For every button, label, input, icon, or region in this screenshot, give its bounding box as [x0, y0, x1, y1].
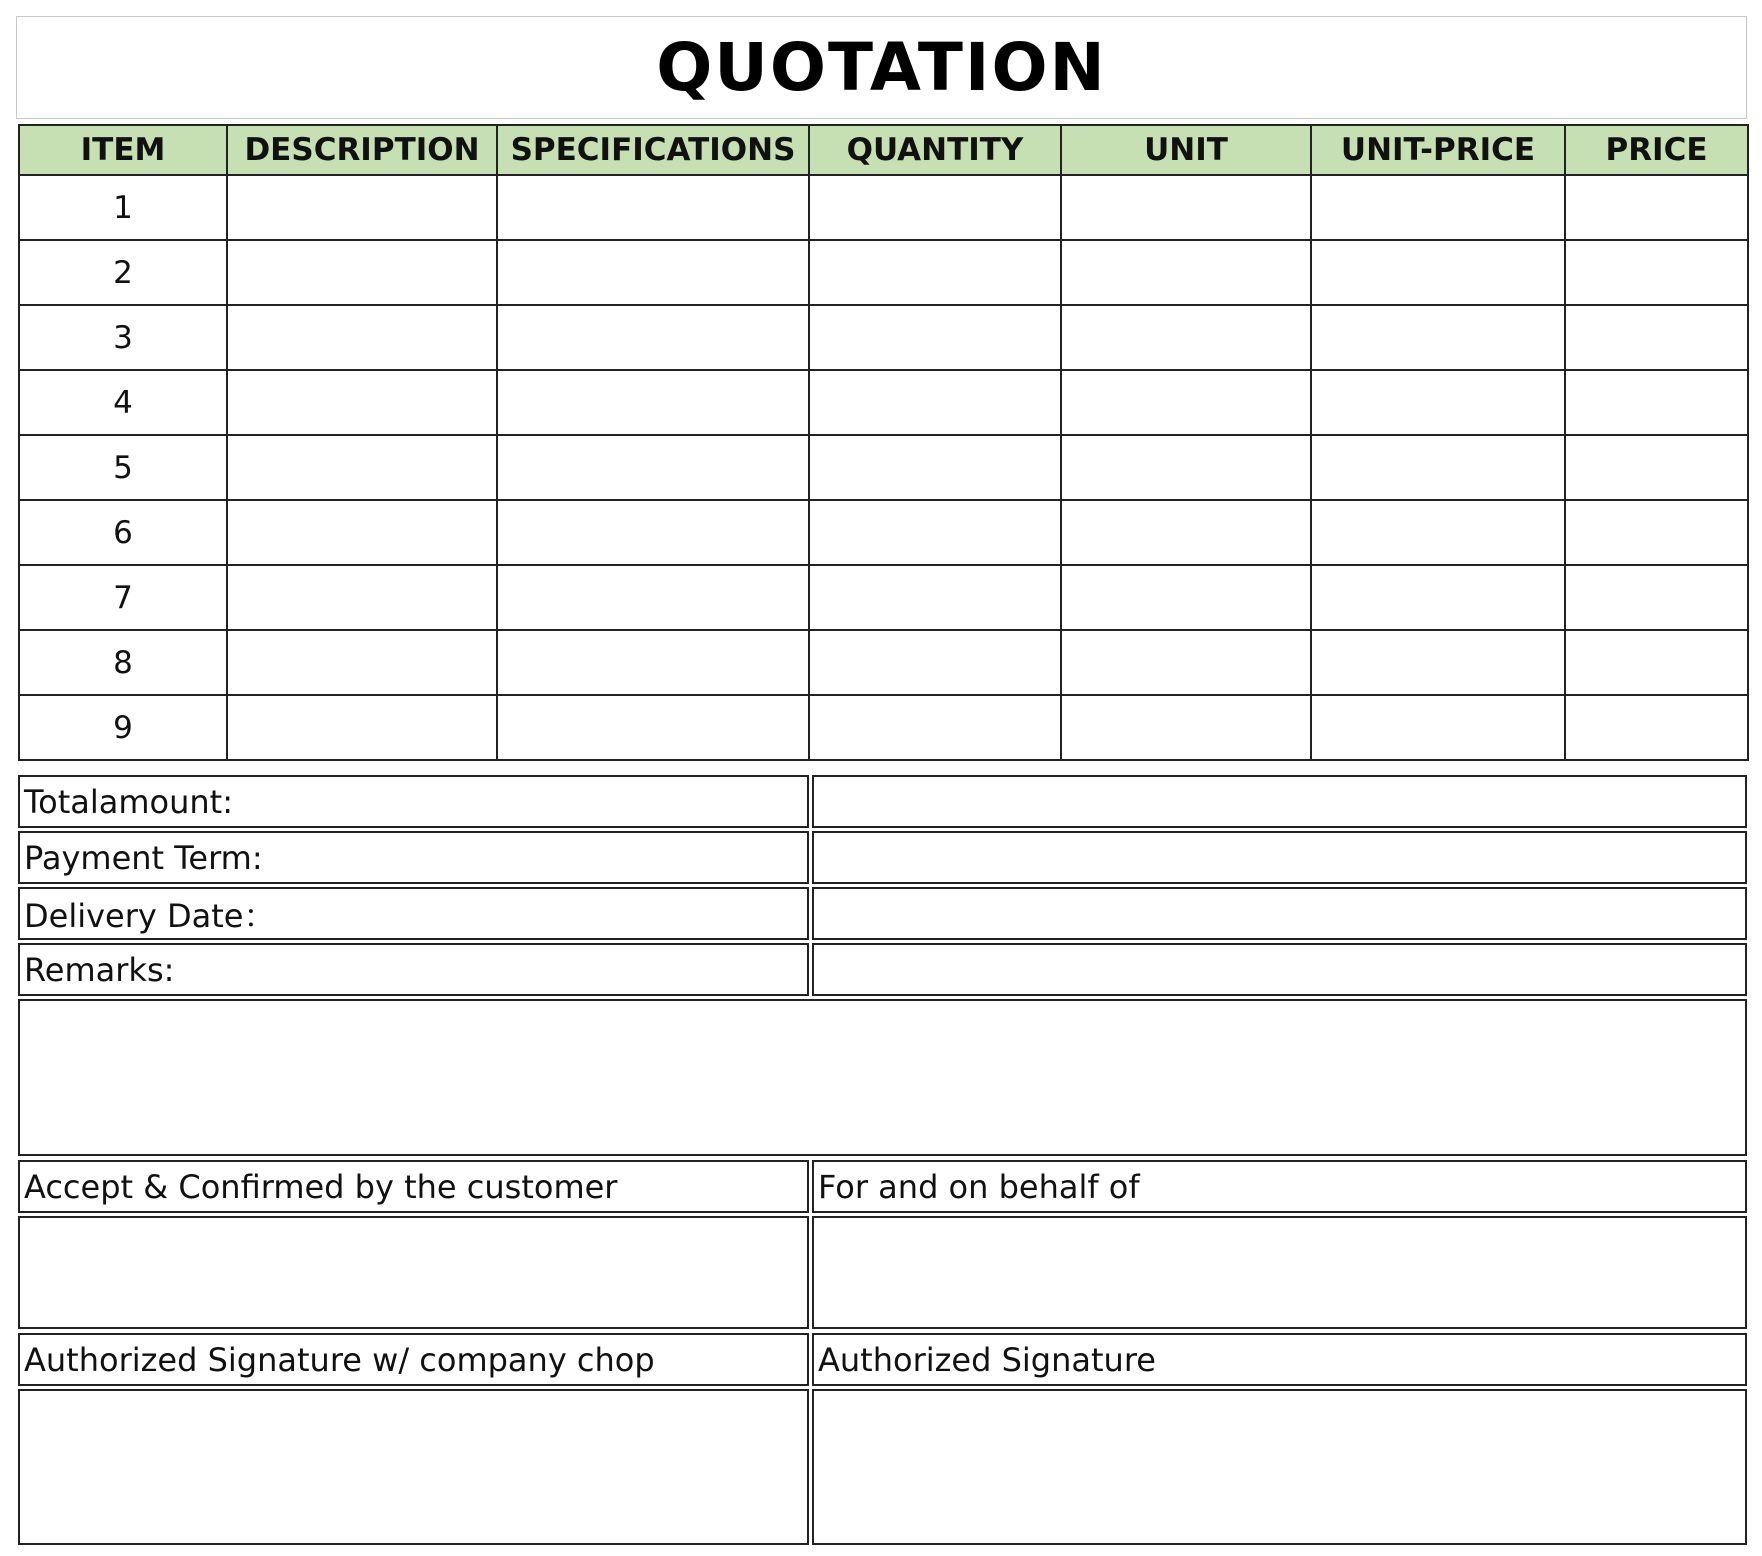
- price-cell[interactable]: [1565, 305, 1748, 370]
- unit-cell[interactable]: [1061, 435, 1311, 500]
- column-header-unit-price: UNIT-PRICE: [1311, 125, 1565, 175]
- delivery-date-text: Delivery Date：: [24, 896, 276, 935]
- quantity-cell[interactable]: [809, 435, 1061, 500]
- delivery-date-field[interactable]: [812, 887, 1747, 940]
- page-title: QUOTATION: [656, 29, 1107, 106]
- unit-price-cell[interactable]: [1311, 630, 1565, 695]
- quantity-cell[interactable]: [809, 630, 1061, 695]
- table-row: [19, 240, 1748, 305]
- item-number: 6: [19, 500, 227, 565]
- unit-price-cell[interactable]: [1311, 305, 1565, 370]
- price-cell[interactable]: [1565, 240, 1748, 305]
- table-row: [19, 500, 1748, 565]
- unit-price-cell[interactable]: [1311, 240, 1565, 305]
- unit-price-cell[interactable]: [1311, 500, 1565, 565]
- payment-term-text: Payment Term:: [24, 838, 263, 877]
- description-cell[interactable]: [227, 370, 497, 435]
- quotation-items-table: [18, 124, 1749, 761]
- auth-signature-chop-field[interactable]: [18, 1389, 809, 1545]
- unit-cell[interactable]: [1061, 500, 1311, 565]
- quantity-cell[interactable]: [809, 305, 1061, 370]
- column-header-unit: UNIT: [1061, 125, 1311, 175]
- column-header-price: PRICE: [1565, 125, 1748, 175]
- total-amount-text: Totalamount:: [24, 782, 233, 821]
- price-cell[interactable]: [1565, 695, 1748, 760]
- item-number: 7: [19, 565, 227, 630]
- description-cell[interactable]: [227, 630, 497, 695]
- remarks-label: [18, 943, 809, 996]
- unit-price-cell[interactable]: [1311, 565, 1565, 630]
- unit-cell[interactable]: [1061, 565, 1311, 630]
- specifications-cell[interactable]: [497, 370, 809, 435]
- auth-signature-field[interactable]: [812, 1389, 1747, 1545]
- table-row: [19, 435, 1748, 500]
- price-cell[interactable]: [1565, 175, 1748, 240]
- item-number: 9: [19, 695, 227, 760]
- specifications-cell[interactable]: [497, 305, 809, 370]
- item-number: 5: [19, 435, 227, 500]
- description-cell[interactable]: [227, 500, 497, 565]
- unit-price-cell[interactable]: [1311, 435, 1565, 500]
- title-box: [16, 16, 1747, 119]
- specifications-cell[interactable]: [497, 175, 809, 240]
- specifications-cell[interactable]: [497, 630, 809, 695]
- column-header-item: ITEM: [19, 125, 227, 175]
- quantity-cell[interactable]: [809, 565, 1061, 630]
- unit-cell[interactable]: [1061, 175, 1311, 240]
- unit-price-cell[interactable]: [1311, 370, 1565, 435]
- unit-price-cell[interactable]: [1311, 695, 1565, 760]
- total-amount-field[interactable]: [812, 775, 1747, 828]
- quantity-cell[interactable]: [809, 175, 1061, 240]
- column-header-quantity: QUANTITY: [809, 125, 1061, 175]
- on-behalf-text: For and on behalf of: [818, 1167, 1140, 1206]
- unit-cell[interactable]: [1061, 240, 1311, 305]
- item-number: 3: [19, 305, 227, 370]
- auth-signature-chop-text: Authorized Signature w/ company chop: [24, 1340, 655, 1379]
- header-row: [19, 125, 1748, 175]
- on-behalf-field[interactable]: [812, 1216, 1747, 1329]
- description-cell[interactable]: [227, 435, 497, 500]
- price-cell[interactable]: [1565, 370, 1748, 435]
- total-amount-label: [18, 775, 809, 828]
- unit-cell[interactable]: [1061, 695, 1311, 760]
- table-row: [19, 175, 1748, 240]
- remarks-text: Remarks:: [24, 950, 175, 989]
- price-cell[interactable]: [1565, 435, 1748, 500]
- auth-signature-label: [812, 1333, 1747, 1386]
- price-cell[interactable]: [1565, 500, 1748, 565]
- quantity-cell[interactable]: [809, 500, 1061, 565]
- customer-confirm-text: Accept & Confirmed by the customer: [24, 1167, 618, 1206]
- description-cell[interactable]: [227, 305, 497, 370]
- payment-term-label: [18, 831, 809, 884]
- specifications-cell[interactable]: [497, 500, 809, 565]
- item-number: 4: [19, 370, 227, 435]
- delivery-date-label: [18, 887, 809, 940]
- auth-signature-chop-label: [18, 1333, 809, 1386]
- table-row: [19, 630, 1748, 695]
- payment-term-field[interactable]: [812, 831, 1747, 884]
- specifications-cell[interactable]: [497, 695, 809, 760]
- price-cell[interactable]: [1565, 565, 1748, 630]
- table-row: [19, 370, 1748, 435]
- description-cell[interactable]: [227, 565, 497, 630]
- price-cell[interactable]: [1565, 630, 1748, 695]
- on-behalf-label: [812, 1160, 1747, 1213]
- specifications-cell[interactable]: [497, 240, 809, 305]
- description-cell[interactable]: [227, 695, 497, 760]
- quantity-cell[interactable]: [809, 695, 1061, 760]
- quantity-cell[interactable]: [809, 370, 1061, 435]
- remarks-area[interactable]: [18, 999, 1747, 1156]
- item-number: 1: [19, 175, 227, 240]
- table-row: [19, 695, 1748, 760]
- auth-signature-text: Authorized Signature: [818, 1340, 1156, 1379]
- specifications-cell[interactable]: [497, 435, 809, 500]
- column-header-description: DESCRIPTION: [227, 125, 497, 175]
- unit-cell[interactable]: [1061, 305, 1311, 370]
- unit-cell[interactable]: [1061, 370, 1311, 435]
- description-cell[interactable]: [227, 240, 497, 305]
- customer-confirm-field[interactable]: [18, 1216, 809, 1329]
- item-number: 8: [19, 630, 227, 695]
- table-row: [19, 305, 1748, 370]
- quantity-cell[interactable]: [809, 240, 1061, 305]
- customer-confirm-label: [18, 1160, 809, 1213]
- remarks-field[interactable]: [812, 943, 1747, 996]
- column-header-specifications: SPECIFICATIONS: [497, 125, 809, 175]
- item-number: 2: [19, 240, 227, 305]
- unit-price-cell[interactable]: [1311, 175, 1565, 240]
- unit-cell[interactable]: [1061, 630, 1311, 695]
- specifications-cell[interactable]: [497, 565, 809, 630]
- table-row: [19, 565, 1748, 630]
- description-cell[interactable]: [227, 175, 497, 240]
